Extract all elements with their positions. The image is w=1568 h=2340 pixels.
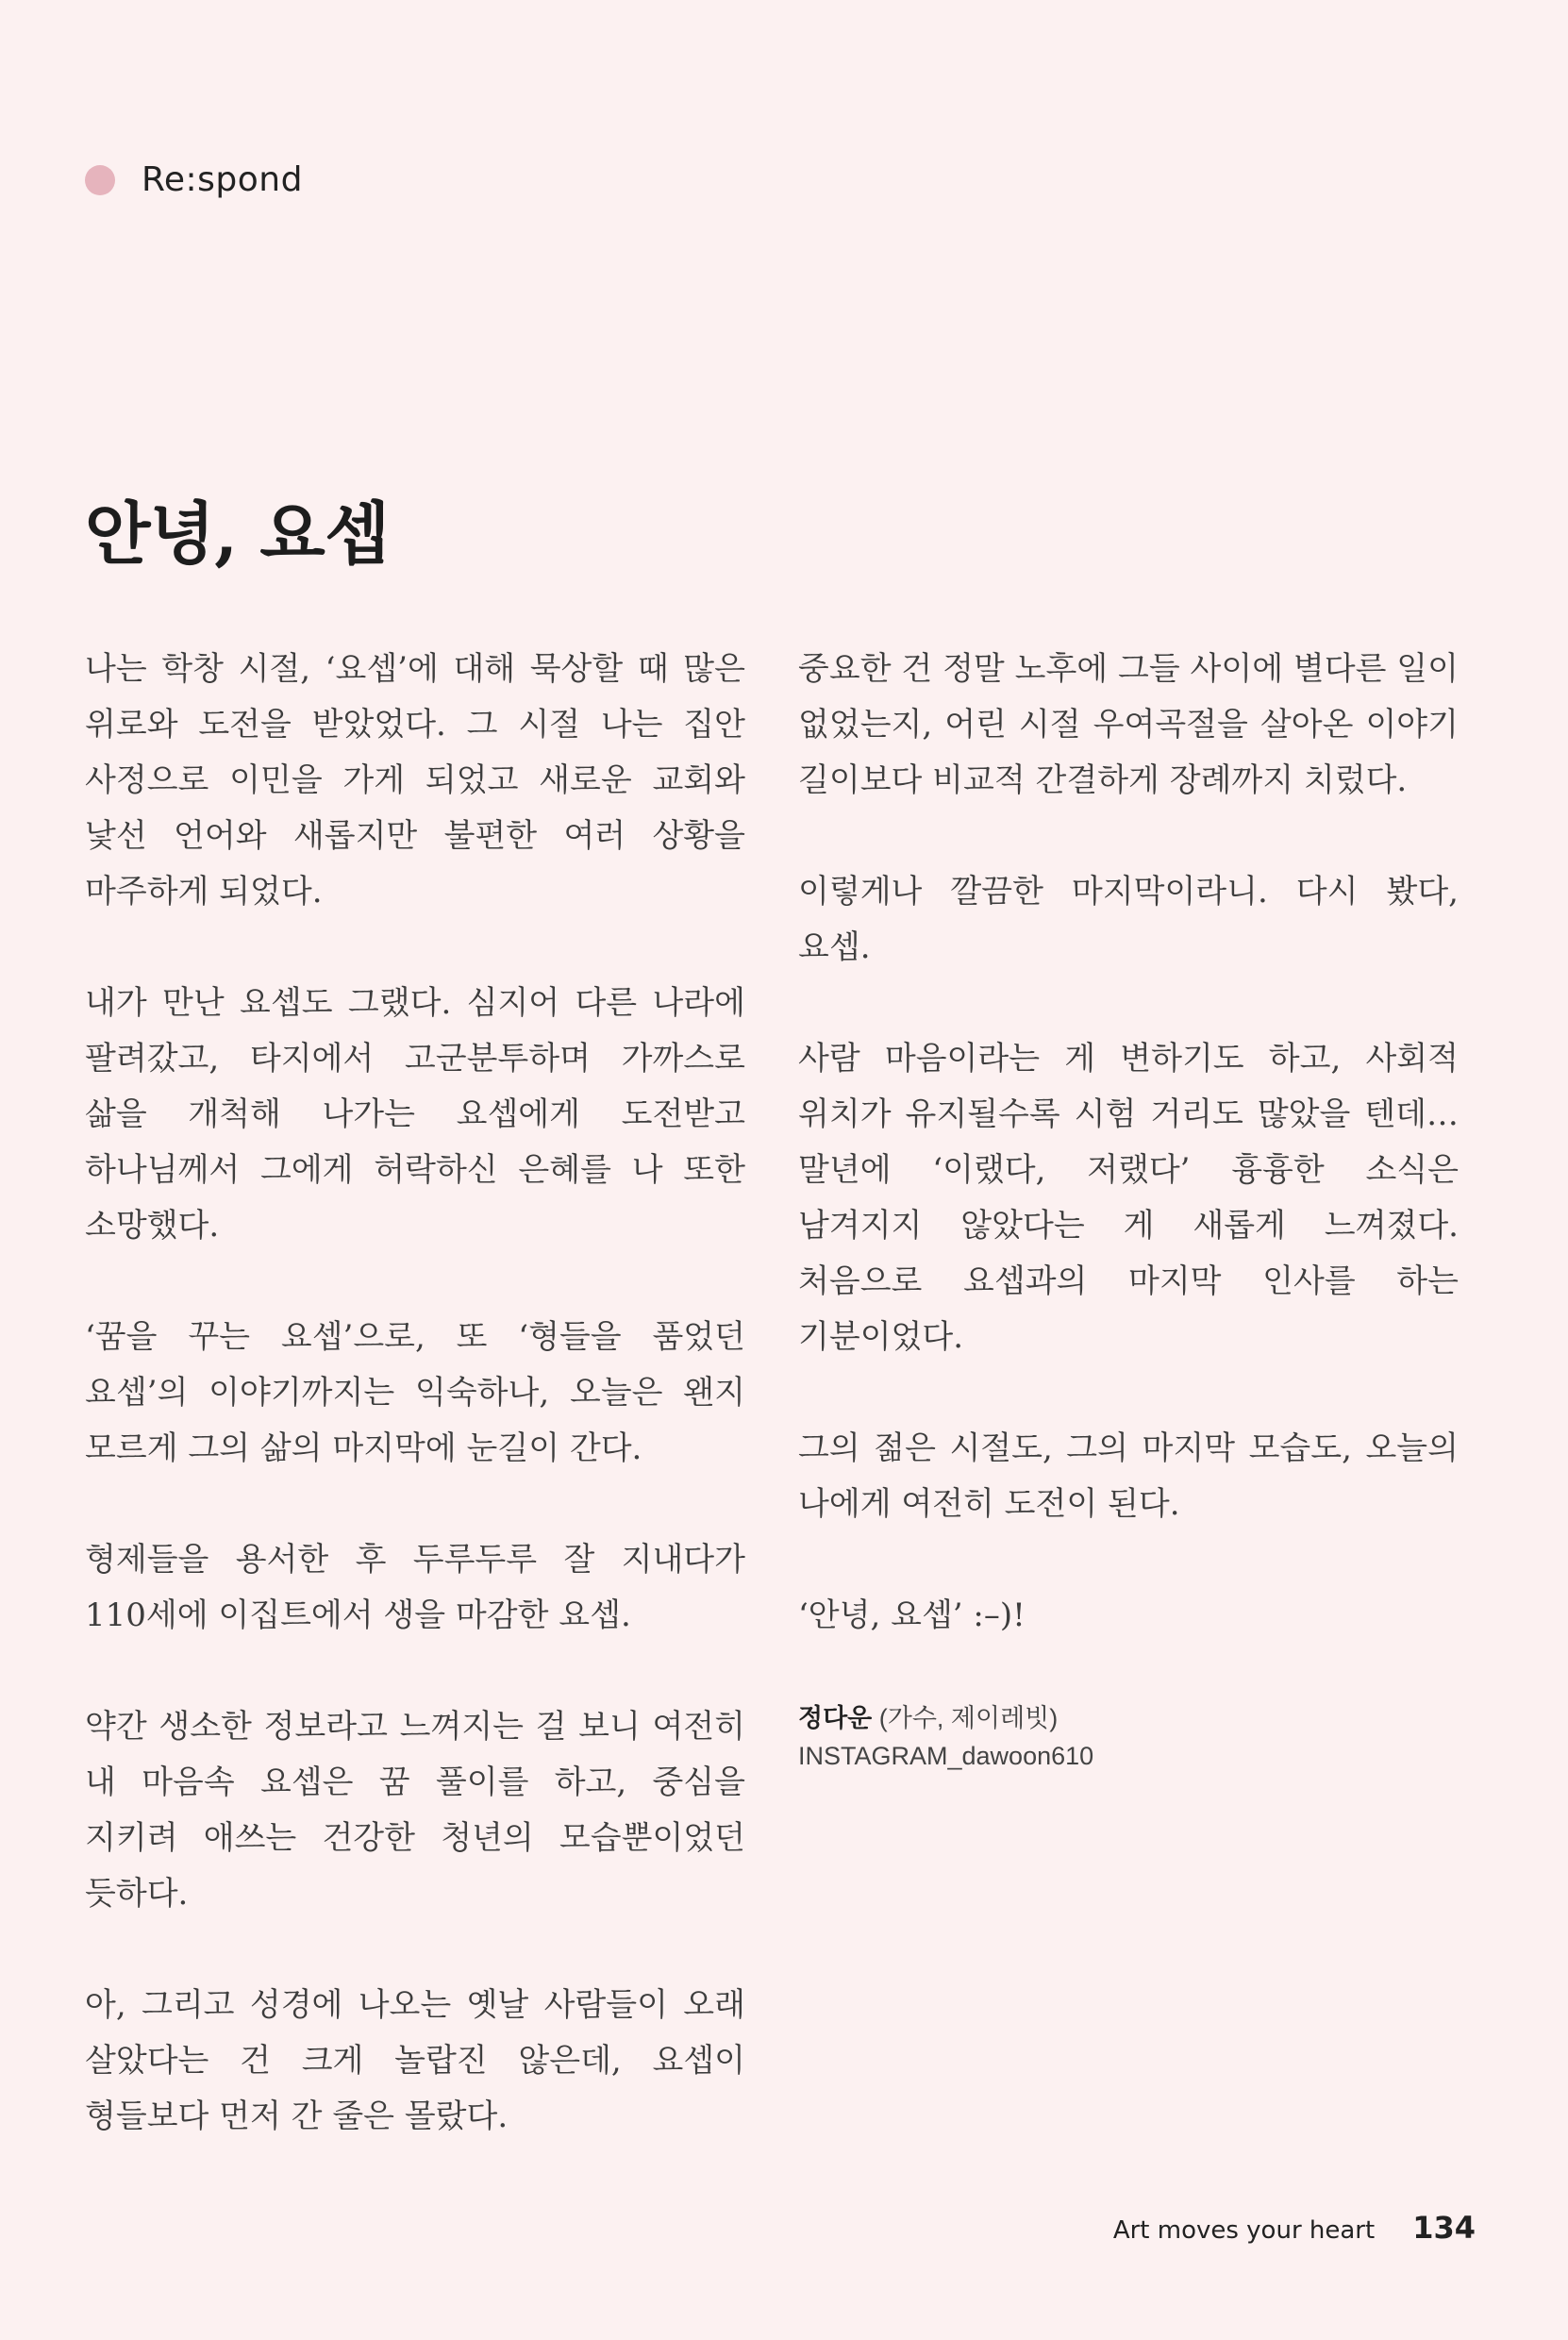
paragraph: 중요한 건 정말 노후에 그들 사이에 별다른 일이 없었는지, 어린 시절 우여곡절을 살아온 이야기 길이보다 비교적 간결하게 장례까지 치렀다. bbox=[798, 650, 1459, 799]
right-column bbox=[798, 642, 1459, 1775]
author-name: 정다운 bbox=[798, 1704, 873, 1732]
paragraph: ‘꿈을 꾸는 요셉’으로, 또 ‘형들을 품었던 요셉’의 이야기까지는 익숙하나, 오늘은 왠지 모르게 그의 삶의 마지막에 눈길이 간다. bbox=[85, 1318, 745, 1467]
paragraph: 이렇게나 깔끔한 마지막이라니. 다시 봤다, 요셉. bbox=[798, 873, 1459, 966]
author-credit bbox=[798, 1699, 1459, 1775]
section-label: Re:spond bbox=[142, 160, 303, 199]
page-number: 134 bbox=[1412, 2210, 1476, 2246]
section-tag bbox=[85, 160, 303, 199]
author-line bbox=[798, 1699, 1459, 1737]
page-footer bbox=[1113, 2210, 1476, 2246]
section-dot-icon bbox=[85, 165, 115, 195]
paragraph: 사람 마음이라는 게 변하기도 하고, 사회적 위치가 유지될수록 시험 거리도 많았을 텐데… 말년에 ‘이랬다, 저랬다’ 흉흉한 소식은 남겨지지 않았다는 게 새롭게 느껴졌다. 처음으로 요셉과의 마지막 인사를 하는 기분이었다. bbox=[798, 1040, 1459, 1356]
author-instagram: INSTAGRAM_dawoon610 bbox=[798, 1742, 1094, 1770]
left-column bbox=[85, 642, 745, 2200]
paragraph: 나는 학창 시절, ‘요셉’에 대해 묵상할 때 많은 위로와 도전을 받았었다. 그 시절 나는 집안 사정으로 이민을 가게 되었고 새로운 교회와 낯선 언어와 새롭지만 불편한 여러 상황을 마주하게 되었다. bbox=[85, 650, 745, 911]
article-title: 안녕, 요셉 bbox=[85, 493, 390, 574]
paragraph: 아, 그리고 성경에 나오는 옛날 사람들이 오래 살았다는 건 크게 놀랍진 않은데, 요셉이 형들보다 먼저 간 줄은 몰랐다. bbox=[85, 1986, 745, 2135]
paragraph: 약간 생소한 정보라고 느껴지는 걸 보니 여전히 내 마음속 요셉은 꿈 풀이를 하고, 중심을 지키려 애쓰는 건강한 청년의 모습뿐이었던 듯하다. bbox=[85, 1708, 745, 1913]
paragraph: ‘안녕, 요셉’ :–)! bbox=[798, 1596, 1026, 1634]
footer-tagline: Art moves your heart bbox=[1112, 2216, 1376, 2245]
author-role: (가수, 제이레빗) bbox=[872, 1704, 1059, 1732]
paragraph: 그의 젊은 시절도, 그의 마지막 모습도, 오늘의 나에게 여전히 도전이 된다. bbox=[798, 1429, 1459, 1523]
paragraph: 형제들을 용서한 후 두루두루 잘 지내다가 110세에 이집트에서 생을 마감한 요셉. bbox=[85, 1541, 745, 1634]
paragraph: 내가 만난 요셉도 그랬다. 심지어 다른 나라에 팔려갔고, 타지에서 고군분투하며 가까스로 삶을 개척해 나가는 요셉에게 도전받고 하나님께서 그에게 허락하신 은혜를 나 또한 소망했다. bbox=[85, 984, 746, 1245]
